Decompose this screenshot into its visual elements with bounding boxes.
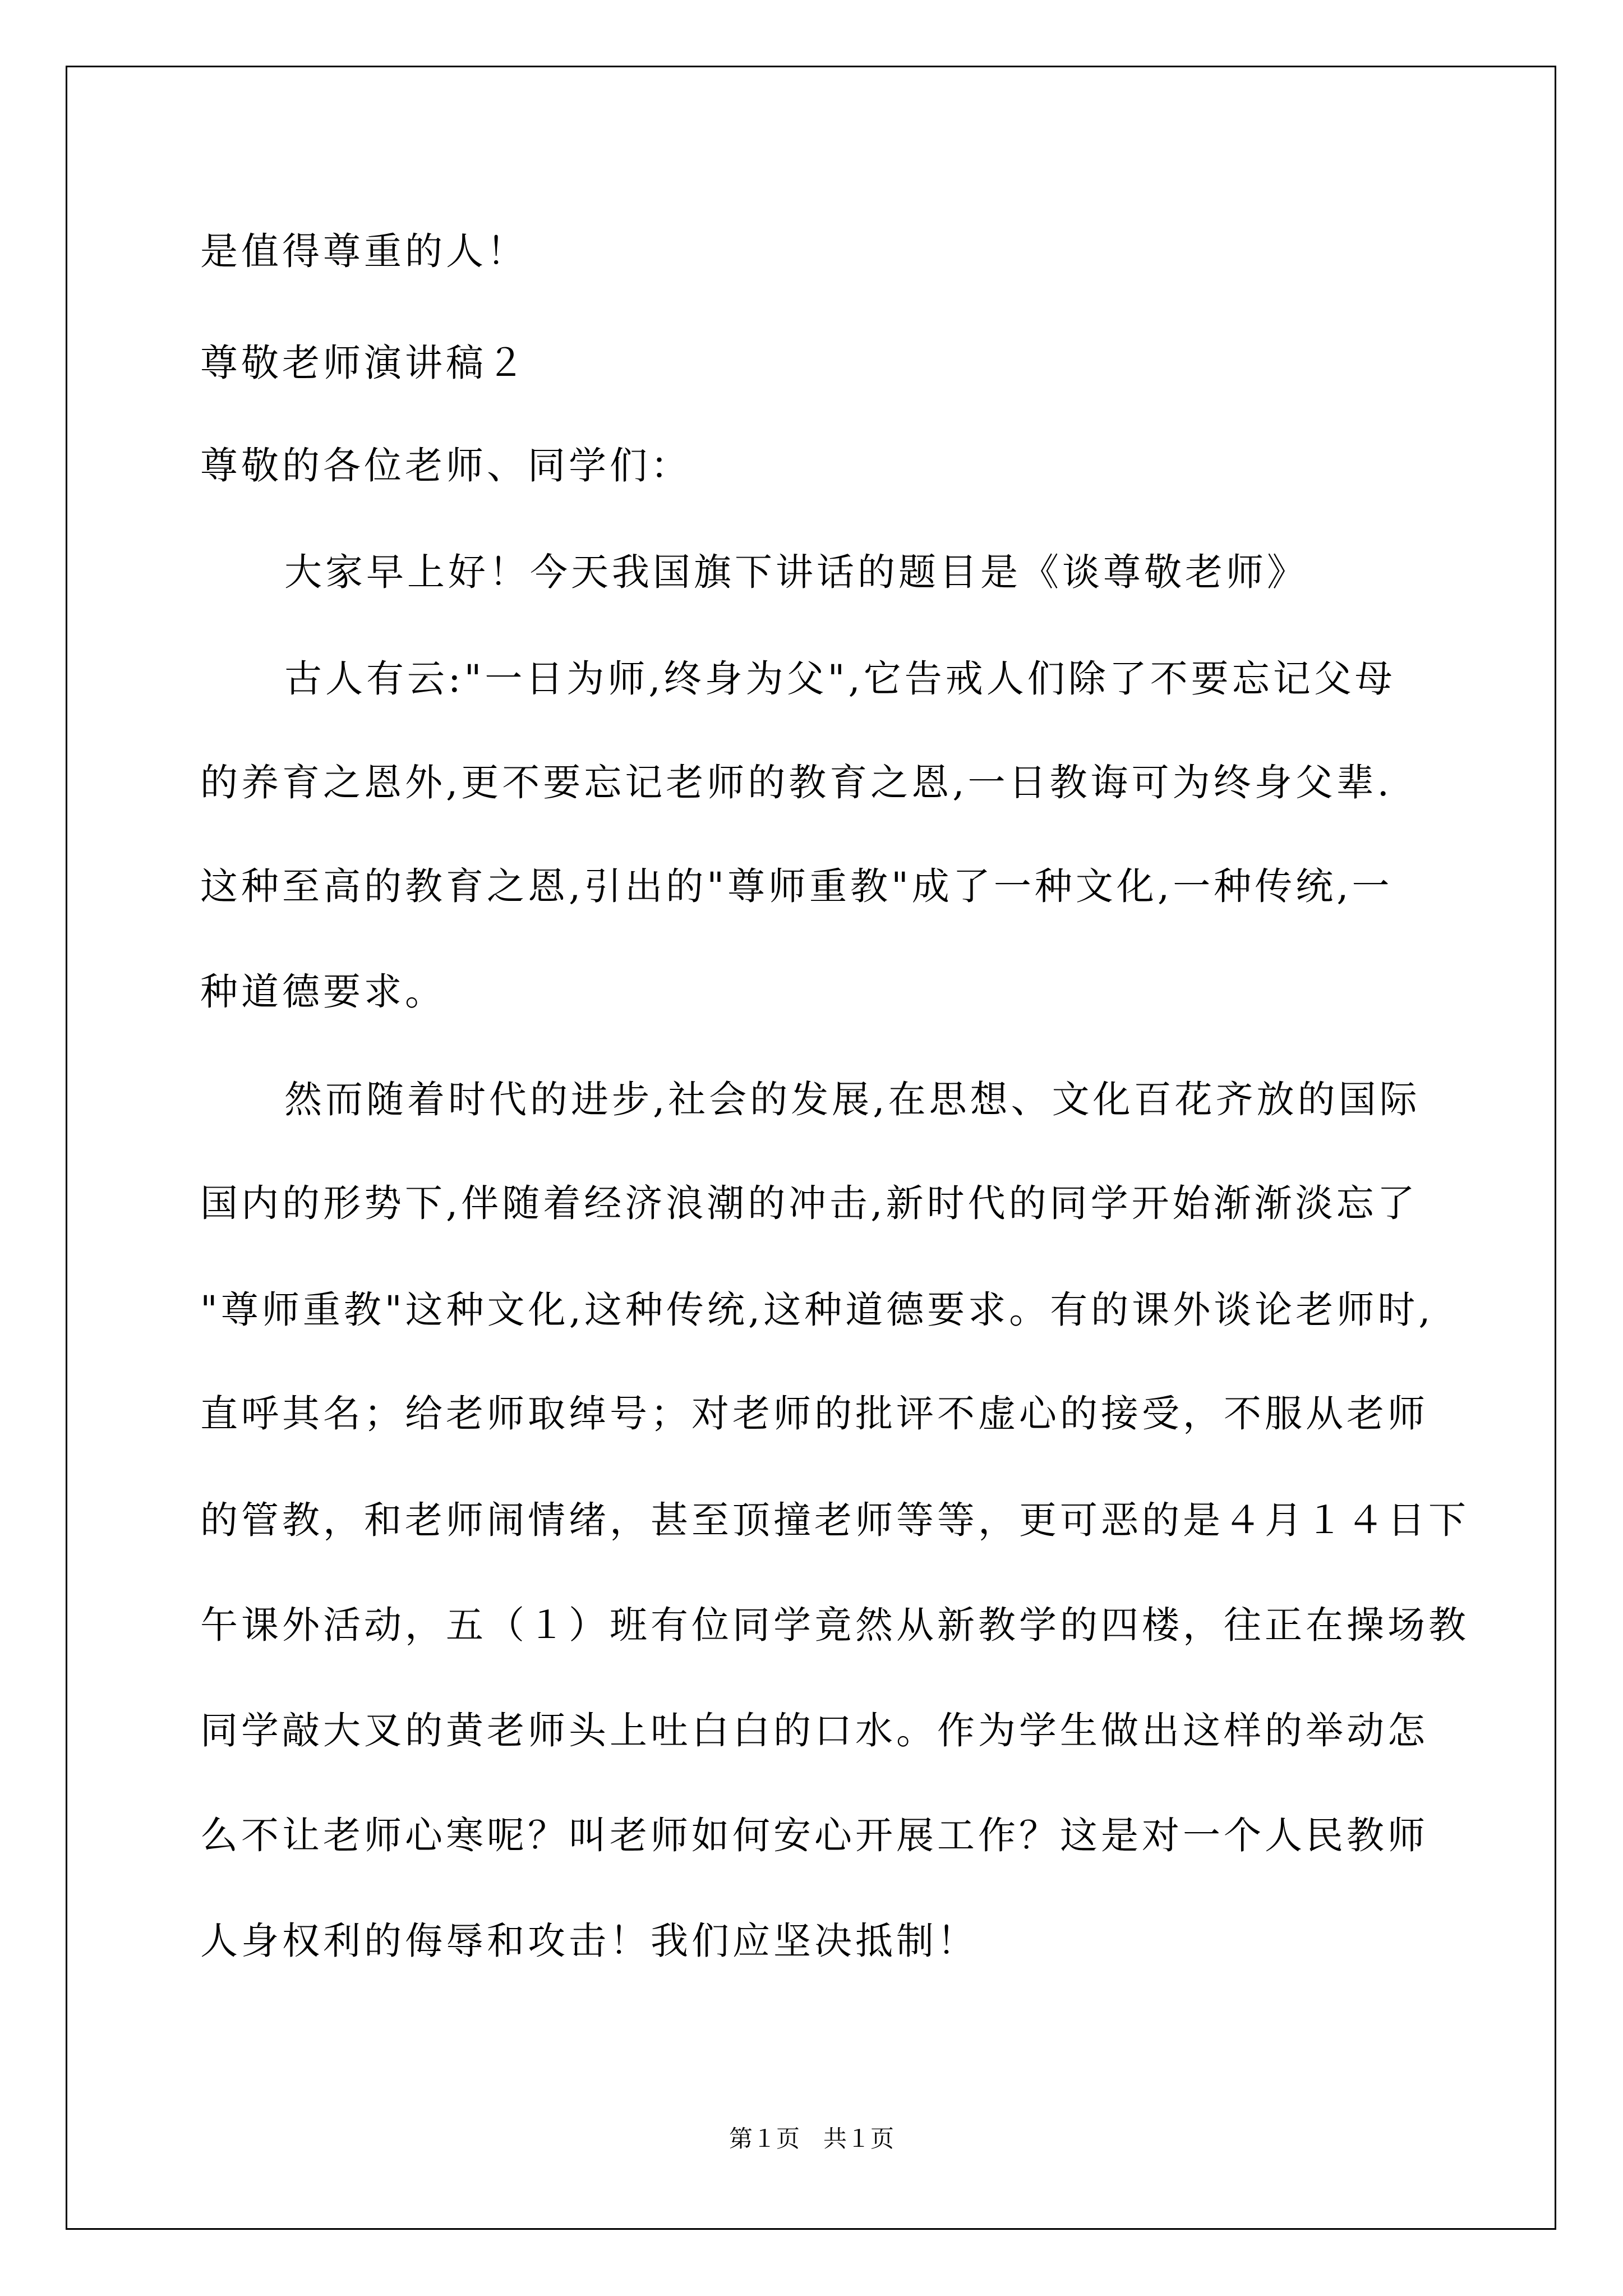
paragraph-line: 大家早上好！今天我国旗下讲话的题目是《谈尊敬老师》 <box>284 550 1308 594</box>
paragraph-line: "尊师重教"这种文化,这种传统,这种道德要求。有的课外谈论老师时, <box>200 1288 1434 1332</box>
paragraph-line: 古人有云:"一日为师,终身为父",它告戒人们除了不要忘记父母 <box>284 657 1396 701</box>
paragraph-line: 的养育之恩外,更不要忘记老师的教育之恩,一日教诲可为终身父辈. <box>200 761 1393 804</box>
section-heading: 尊敬老师演讲稿２ <box>200 341 528 385</box>
page-border <box>66 66 1556 2230</box>
paragraph-line: 是值得尊重的人！ <box>200 229 528 273</box>
paragraph-line: 的管教，和老师闹情绪，甚至顶撞老师等等，更可恶的是４月１４日下 <box>200 1498 1469 1542</box>
paragraph-line: 同学敲大叉的黄老师头上吐白白的口水。作为学生做出这样的举动怎 <box>200 1709 1428 1752</box>
paragraph-line: 人身权利的侮辱和攻击！我们应坚决抵制！ <box>200 1919 978 1963</box>
paragraph-line: 种道德要求。 <box>200 970 446 1014</box>
paragraph-line: 然而随着时代的进步,社会的发展,在思想、文化百花齐放的国际 <box>284 1078 1421 1121</box>
page-number-footer: 第１页 共１页 <box>728 2125 894 2152</box>
salutation: 尊敬的各位老师、同学们： <box>200 444 691 487</box>
paragraph-line: 直呼其名；给老师取绰号；对老师的批评不虚心的接受，不服从老师 <box>200 1392 1428 1435</box>
paragraph-line: 么不让老师心寒呢？叫老师如何安心开展工作？这是对一个人民教师 <box>200 1814 1428 1857</box>
paragraph-line: 国内的形势下,伴随着经济浪潮的冲击,新时代的同学开始渐渐淡忘了 <box>200 1181 1418 1225</box>
paragraph-line: 这种至高的教育之恩,引出的"尊师重教"成了一种文化,一种传统,一 <box>200 864 1393 908</box>
paragraph-line: 午课外活动，五（１）班有位同学竟然从新教学的四楼，往正在操场教 <box>200 1603 1469 1647</box>
